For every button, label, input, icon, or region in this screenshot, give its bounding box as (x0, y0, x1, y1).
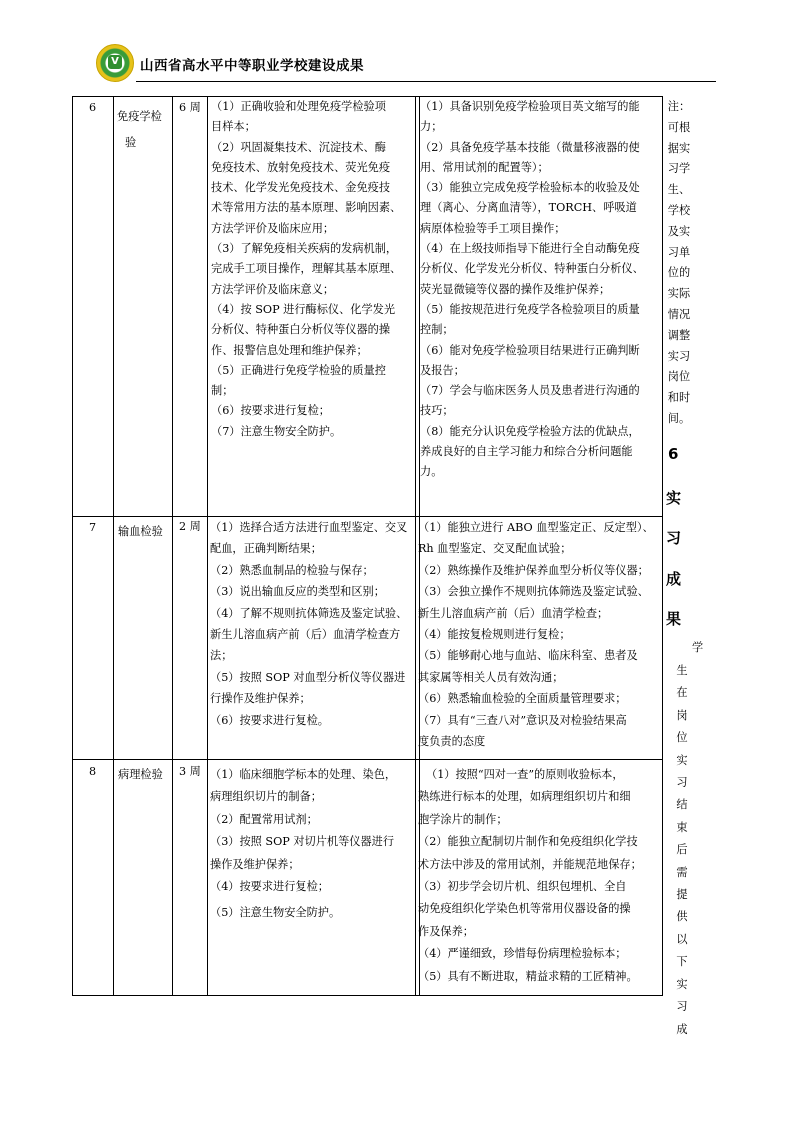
practice-content: （1）临床细胞学标本的处理、染色， 病理组织切片的制备； （2）配置常用试剂； （3）按照 SOP 对切片机等仪器进行 操作及维护保养； （4）按要求进行复检； （5）注意生物安全防护。 (210, 768, 397, 920)
practice-content: （1）选择合适方法进行血型鉴定、交叉 配血，正确判断结果； （2）熟悉血制品的检验与保存； （3）说出输血反应的类型和区别； （4）了解不规则抗体筛选及鉴定试验、 新生儿溶血病产前（后）血清学检查方 法； （5）按照 SOP 对血型分析仪等仪器进 行操作及维护保养； （6）按要求进行复检。 (210, 521, 408, 727)
side-note: 注： 可根 据实 习学 生、 学校 及实 习单 位的 实际 情况 调整 实习 岗位 和时 间。 (667, 100, 691, 425)
row-number: 6 (89, 101, 97, 114)
header-title: 山西省高水平中等职业学校建设成果 (140, 58, 364, 74)
practice-goals: （1）具备识别免疫学检验项目英文缩写的能 力； （2）具备免疫学基本技能（微量移液器的使 用、常用试剂的配置等）； （3）能独立完成免疫学检验标本的收验及处 理（离心、分离血清等），TORCH、呼吸道 病原体检验等手工项目操作； （4）在上级技师指导下能进行全自动酶免疫 分析仪、化学发光分析仪、特种蛋白分析仪、 荧光显微镜等仪器的操作及维护保养； （5）能按规范进行免疫学各检验项目的质量 控制； （6）能对免疫学检验项目结果进行正确判断 及报告； （7）学会与临床医务人员及患者进行沟通的 技巧； （8）能充分认识免疫学检验方法的优缺点， 养成良好的自主学习能力和综合分析问题能 力。 (420, 100, 644, 479)
section-number: 6 (668, 445, 679, 463)
section-body: 生 在 岗 位 实 习 结 束 后 需 提 供 以 下 实 习 成 (676, 664, 688, 1036)
row-title: 输血检验 (118, 525, 163, 538)
row-title: 病理检验 (118, 768, 163, 781)
practice-content: （1）正确收验和处理免疫学检验项 目样本； （2）巩固凝集技术、沉淀技术、酶 免疫技术、放射免疫技术、荧光免疫 技术、化学发光免疫技术、金免疫技 术等常用方法的基本原理、影响因素、 方法学评价及临床应用； （3）了解免疫相关疾病的发病机制， 完成手工项目操作，理解其基本原理、 方法学评价及临床意义； （4）按 SOP 进行酶标仪、化学发光 分析仪、特种蛋白分析仪等仪器的操 作、报警信息处理和维护保养； （5）正确进行免疫学检验的质量控 制； （6）按要求进行复检； （7）注意生物安全防护。 (211, 100, 402, 438)
practice-goals: （1）能独立进行 ABO 血型鉴定正、反定型）、 Rh 血型鉴定、交叉配血试验； （2）熟练操作及维护保养血型分析仪等仪器； （3）会独立操作不规则抗体筛选及鉴定试验、 新生儿溶血病产前（后）血清学检查； （4）能按复检规则进行复检； （5）能够耐心地与血站、临床科室、患者及 其家属等相关人员有效沟通； （6）熟悉输血检验的全面质量管理要求； （7）具有“三查八对”意识及对检验结果高 度负责的态度 (418, 521, 654, 749)
school-logo: V (96, 44, 134, 82)
row-weeks: 3 周 (179, 765, 201, 778)
row-number: 7 (89, 521, 97, 534)
row-title: 免疫学检 验 (117, 110, 162, 149)
page-header (96, 44, 716, 84)
practice-goals: （1）按照“四对一查”的原则收验标本， 熟练进行标本的处理，如病理组织切片和细 胞学涂片的制作； （2）能独立配制切片制作和免疫组织化学技 术方法中涉及的常用试剂，并能规范地保存； （3）初步学会切片机、组织包埋机、全自 动免疫组织化学染色机等常用仪器设备的操 作及保养； （4）严谨细致，珍惜每份病理检验标本； （5）具有不断进取，精益求精的工匠精神。 (418, 768, 642, 983)
section-body-start: 学 (692, 641, 704, 654)
row-weeks: 6 周 (179, 101, 201, 114)
header-rule (136, 81, 716, 82)
row-number: 8 (89, 765, 97, 778)
row-weeks: 2 周 (179, 520, 201, 533)
